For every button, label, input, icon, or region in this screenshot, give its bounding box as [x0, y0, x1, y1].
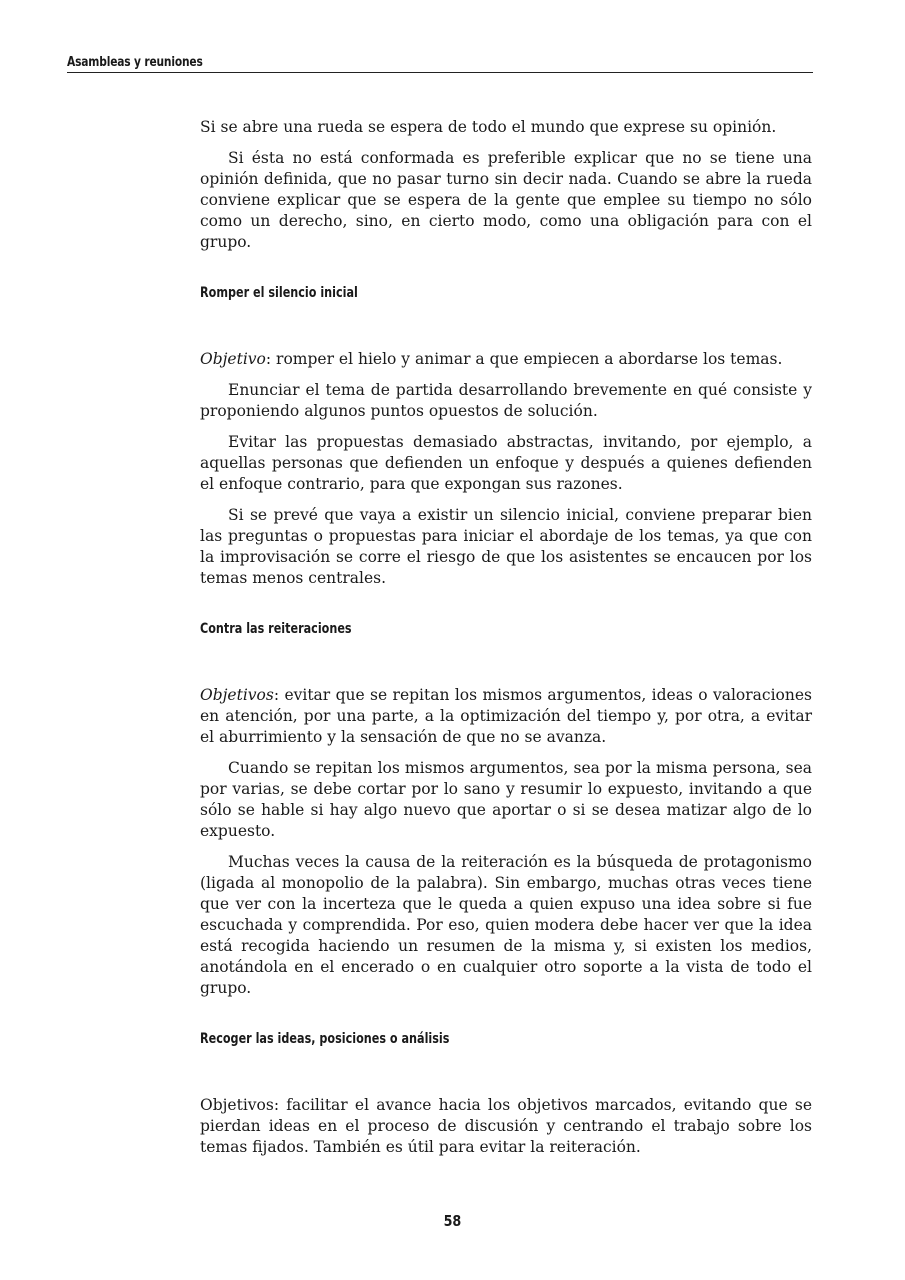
section-heading-contra: [200, 619, 812, 640]
page-number: [0, 1212, 905, 1230]
running-head: [67, 55, 813, 73]
contra-objective: [200, 685, 812, 748]
contra-objective-label: Objetivos: [200, 686, 274, 704]
section-heading-recoger: [200, 1029, 812, 1050]
romper-objective-text: : romper el hielo y animar a que empiecen a abordarse los temas.: [265, 350, 783, 368]
contra-objective-text: : evitar que se repitan los mismos argumentos, ideas o valoraciones en atención, por una parte, a la optimización del tiempo y, por otra, a evitar el aburrimiento y la sensación de que no se avanza.: [200, 686, 812, 746]
romper-paragraph-2: Evitar las propuestas demasiado abstractas, invitando, por ejemplo, a aquellas personas que defienden un enfoque y después a quienes defienden el enfoque contrario, para que expongan sus razones.: [200, 433, 812, 493]
contra-paragraph-2: Muchas veces la causa de la reiteración es la búsqueda de protagonismo (ligada al monopolio de la palabra). Sin embargo, muchas otras veces tiene que ver con la incerteza que le queda a quien expuso una idea sobre si fue escuchada y comprendida. Por eso, quien modera debe hacer ver que la idea está recogida haciendo un resumen de la misma y, si existen los medios, anotándola en el encerado o en cualquier otro soporte a la vista de todo el grupo.: [200, 853, 812, 997]
romper-objective-label: Objetivo: [200, 350, 266, 368]
intro-paragraph-1: Si se abre una rueda se espera de todo el mundo que exprese su opinión.: [200, 118, 777, 136]
contra-paragraph-1: Cuando se repitan los mismos argumentos, sea por la misma persona, sea por varias, se debe cortar por lo sano y resumir lo expuesto, invitando a que sólo se hable si hay algo nuevo que aportar o si se desea matizar algo de lo expuesto.: [200, 759, 812, 840]
section-heading-contra-text: Contra las reiteraciones: [200, 621, 352, 637]
section-heading-romper-text: Romper el silencio inicial: [200, 285, 358, 301]
romper-objective: [200, 349, 812, 370]
page-number-text: 58: [443, 1212, 462, 1230]
intro-paragraph-2: Si ésta no está conformada es preferible explicar que no se tiene una opinión definida, que no pasar turno sin decir nada. Cuando se abre la rueda conviene explicar que se espera de la gente que emplee su tiempo no sólo como un derecho, sino, en cierto modo, como una obligación para con el grupo.: [200, 149, 812, 251]
romper-paragraph-1: Enunciar el tema de partida desarrollando brevemente en qué consiste y proponiendo algunos puntos opuestos de solución.: [200, 381, 812, 420]
section-heading-recoger-text: Recoger las ideas, posiciones o análisis: [200, 1031, 450, 1047]
section-heading-romper: [200, 283, 812, 304]
romper-paragraph-3: Si se prevé que vaya a existir un silencio inicial, conviene preparar bien las preguntas o propuestas para iniciar el abordaje de los temas, ya que con la improvisación se corre el riesgo de que los asistentes se encaucen por los temas menos centrales.: [200, 506, 812, 587]
running-head-text: Asambleas y reuniones: [67, 55, 203, 70]
page-body: [200, 117, 812, 1168]
recoger-paragraph-1: Objetivos: facilitar el avance hacia los objetivos marcados, evitando que se pierdan ideas en el proceso de discusión y centrando el trabajo sobre los temas fijados. También es útil para evitar la reiteración.: [200, 1096, 812, 1156]
